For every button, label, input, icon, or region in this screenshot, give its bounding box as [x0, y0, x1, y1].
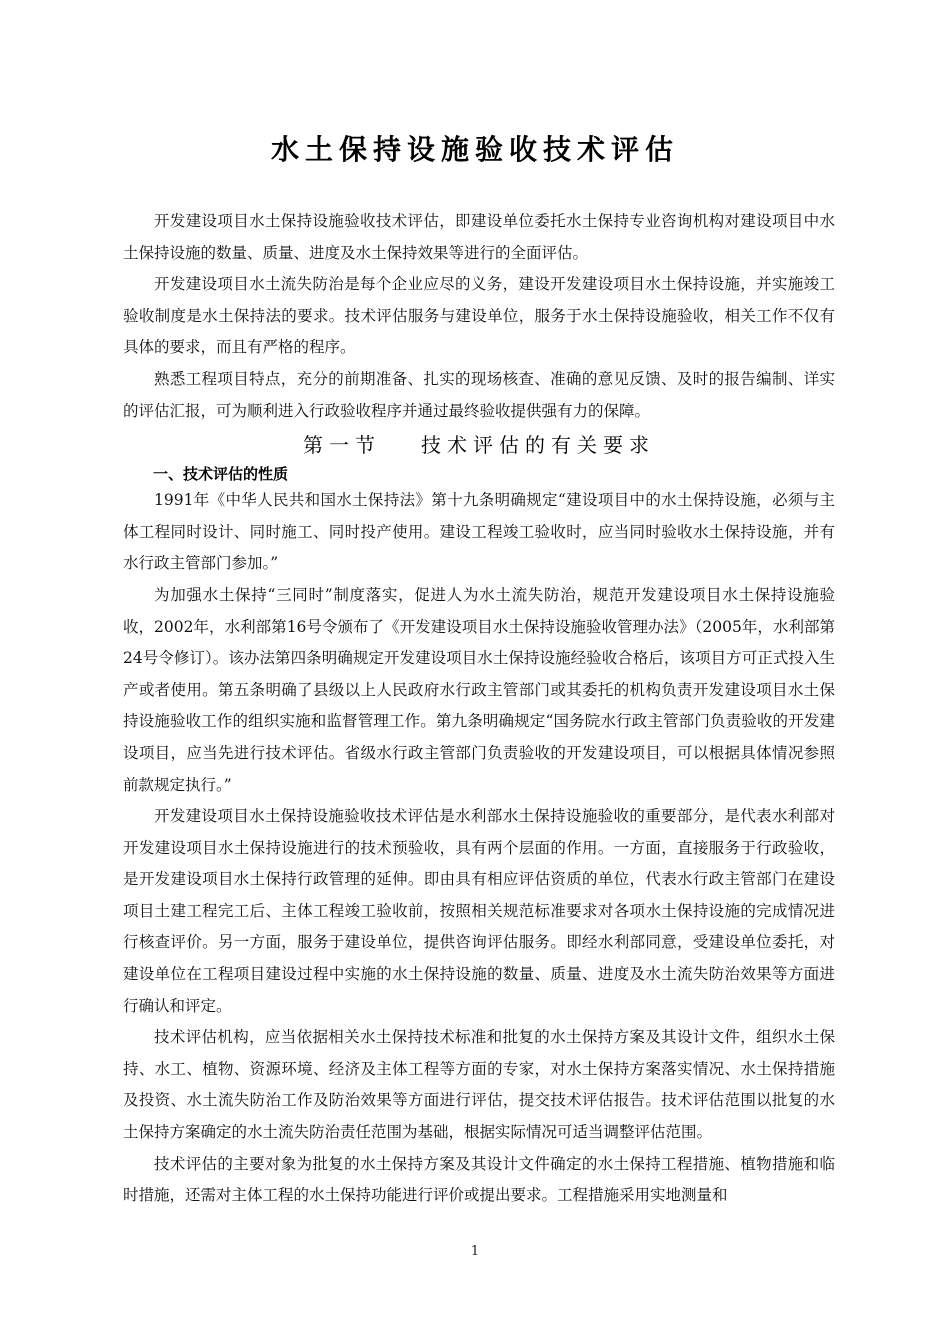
section-heading [123, 427, 835, 463]
section-title: 技术评估的有关要求 [421, 433, 655, 458]
intro-paragraph-2: 开发建设项目水土流失防治是每个企业应尽的义务，建设开发建设项目水土保持设施，并实施竣工验收制度是水土保持法的要求。技术评估服务与建设单位，服务于水土保持设施验收，相关工作不仅有具体的要求，而且有严格的程序。 [123, 275, 835, 357]
document-title: 水土保持设施验收技术评估 [270, 133, 679, 166]
page-number: 1 [470, 1244, 480, 1259]
body-paragraph-4: 技术评估机构，应当依据相关水土保持技术标准和批复的水土保持方案及其设计文件，组织水土保持、水工、植物、资源环境、经济及主体工程等方面的专家，对水土保持方案落实情况、水土保持措施及投资、水土流失防治工作及防治效果等方面进行评估，提交技术评估报告。技术评估范围以批复的水土保持方案确定的水土流失防治责任范围为基础，根据实际情况可适当调整评估范围。 [123, 1028, 835, 1142]
subheading: 一、技术评估的性质 [153, 465, 289, 484]
body-paragraph-1: 1991年《中华人民共和国水土保持法》第十九条明确规定“建设项目中的水土保持设施，必须与主体工程同时设计、同时施工、同时投产使用。建设工程竣工验收时，应当同时验收水土保持设施，并有水行政主管部门参加。” [123, 491, 835, 573]
intro-paragraph-3: 熟悉工程项目特点，充分的前期准备、扎实的现场核查、准确的意见反馈、及时的报告编制、详实的评估汇报，可为顺利进入行政验收程序并通过最终验收提供强有力的保障。 [123, 369, 835, 420]
body-paragraph-5: 技术评估的主要对象为批复的水土保持方案及其设计文件确定的水土保持工程措施、植物措施和临时措施，还需对主体工程的水土保持功能进行评价或提出要求。工程措施采用实地测量和 [123, 1154, 835, 1205]
intro-paragraph-1: 开发建设项目水土保持设施验收技术评估，即建设单位委托水土保持专业咨询机构对建设项目中水土保持设施的数量、质量、进度及水土保持效果等进行的全面评估。 [123, 212, 835, 262]
section-number: 第一节 [303, 433, 381, 458]
body-paragraph-2: 为加强水土保持“三同时”制度落实，促进人为水土流失防治，规范开发建设项目水土保持设施验收，2002年，水利部第16号令颁布了《开发建设项目水土保持设施验收管理办法》（2005年，水利部第24号令修订）。该办法第四条明确规定开发建设项目水土保持设施经验收合格后，该项目方可正式投入生产或者使用。第五条明确了县级以上人民政府水行政主管部门或其委托的机构负责开发建设项目水土保持设施验收工作的组织实施和监督管理工作。第九条明确规定“国务院水行政主管部门负责验收的开发建设项目，应当先进行技术评估。省级水行政主管部门负责验收的开发建设项目，可以根据具体情况参照前款规定执行。” [123, 585, 835, 794]
body-paragraph-3: 开发建设项目水土保持设施验收技术评估是水利部水土保持设施验收的重要部分，是代表水利部对开发建设项目水土保持设施进行的技术预验收，具有两个层面的作用。一方面，直接服务于行政验收，是开发建设项目水土保持行政管理的延伸。即由具有相应评估资质的单位，代表水行政主管部门在建设项目土建工程完工后、主体工程竣工验收前，按照相关规范标准要求对各项水土保持设施的完成情况进行核查评价。另一方面，服务于建设单位，提供咨询评估服务。即经水利部同意，受建设单位委托，对建设单位在工程项目建设过程中实施的水土保持设施的数量、质量、进度及水土流失防治效果等方面进行确认和评定。 [123, 807, 835, 1015]
document-body [123, 206, 835, 1212]
